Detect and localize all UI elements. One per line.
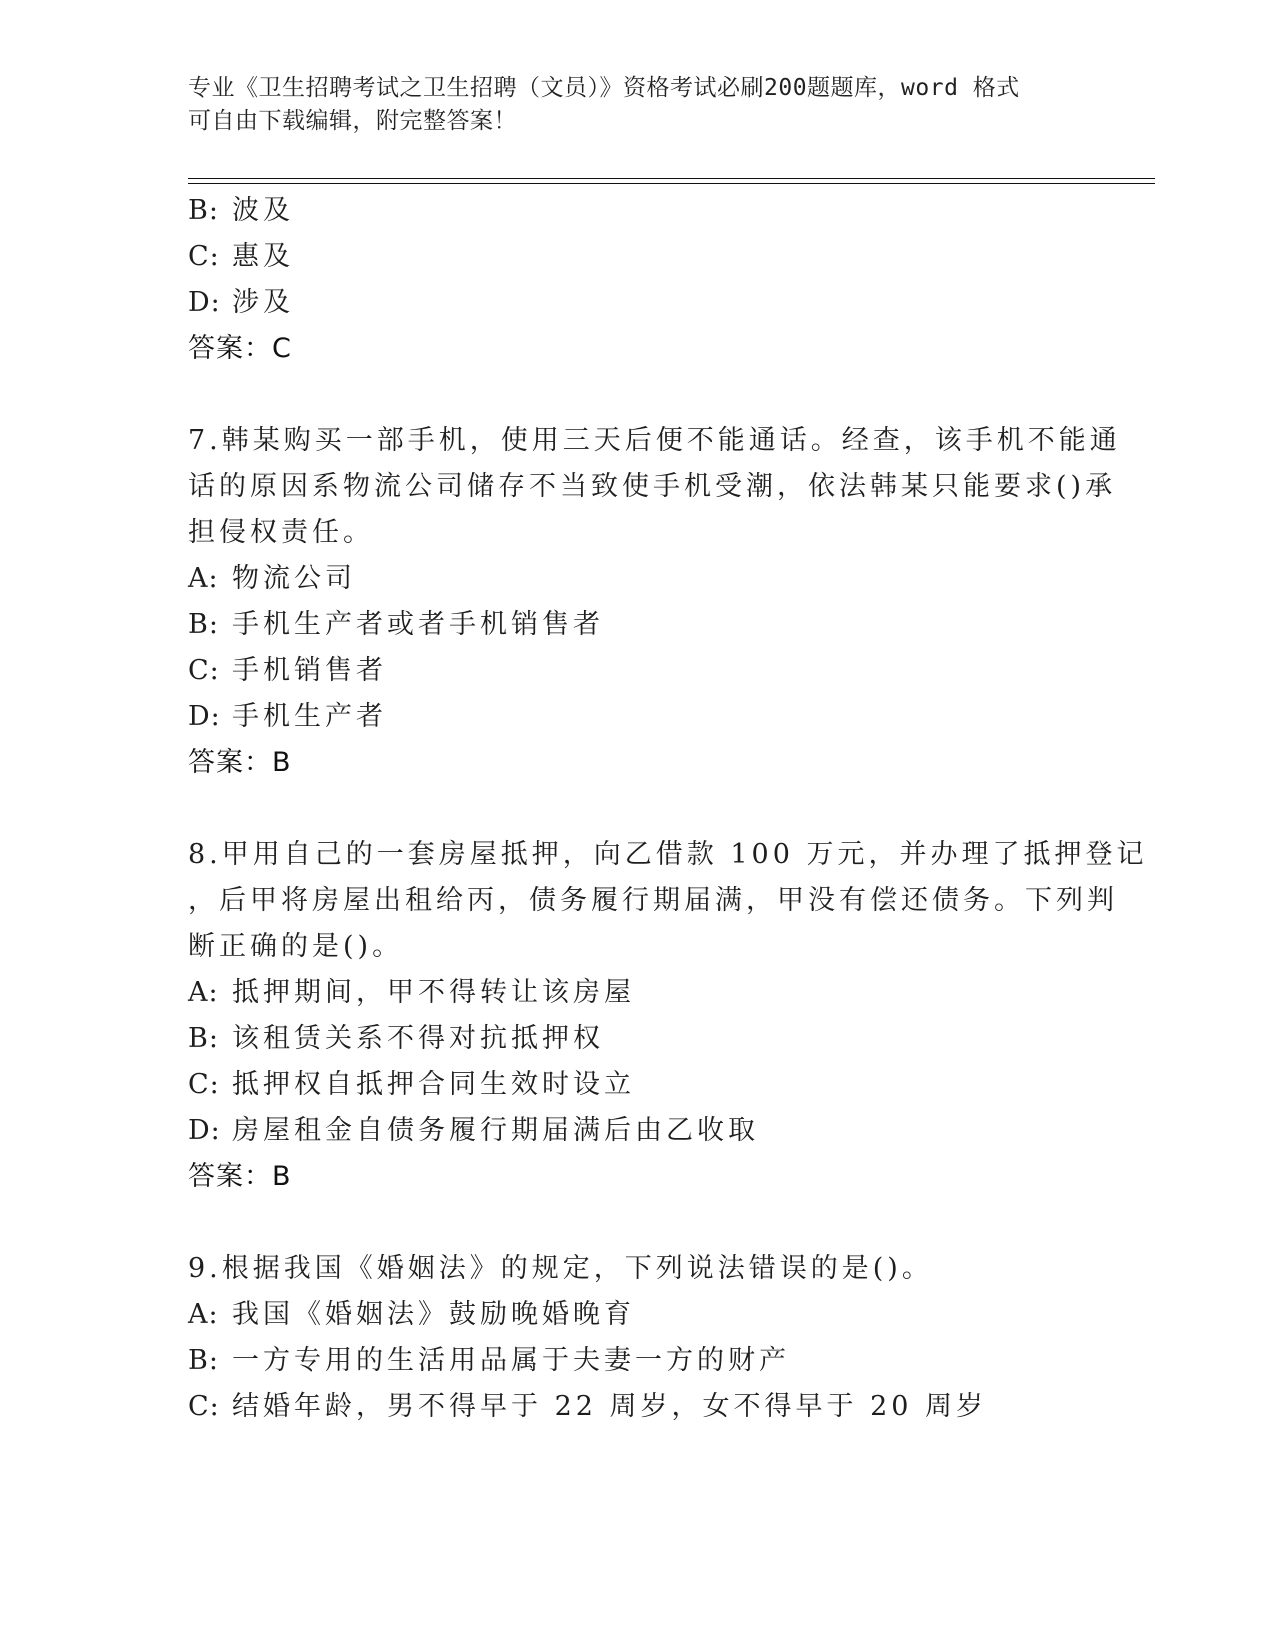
header-rule-top: [188, 178, 1155, 179]
header-line-1: 专业《卫生招聘考试之卫生招聘（文员）》资格考试必刷200题题库，word 格式: [188, 75, 1020, 101]
question-stem-line: 7.韩某购买一部手机，使用三天后便不能通话。经查，该手机不能通: [188, 425, 1121, 456]
option-c: [188, 1384, 1088, 1430]
option-text: 一方专用的生活用品属于夫妻一方的财产: [232, 1345, 790, 1376]
option-text: 结婚年龄，男不得早于 22 周岁，女不得早于 20 周岁: [232, 1391, 988, 1422]
option-text: 房屋租金自债务履行期届满后由乙收取: [232, 1115, 759, 1146]
option-text: 手机生产者: [232, 701, 387, 732]
option-a: [188, 1292, 1088, 1338]
question-9: [188, 1246, 1088, 1430]
option-d: [188, 1108, 1088, 1154]
option-b: [188, 188, 1088, 234]
question-content: [188, 188, 1148, 1430]
spacer: [188, 372, 1088, 418]
option-text: 抵押期间，甲不得转让该房屋: [232, 977, 635, 1008]
question-7: [188, 418, 1121, 786]
option-b: [188, 602, 1088, 648]
header-line-2: 可自由下载编辑，附完整答案！: [188, 108, 517, 134]
option-letter: B:: [188, 1023, 219, 1054]
option-text: 惠及: [232, 241, 294, 272]
option-text: 物流公司: [232, 563, 356, 594]
option-b: [188, 1338, 1088, 1384]
question-stem-line: 断正确的是()。: [188, 931, 404, 962]
option-c: [188, 648, 1088, 694]
option-c: [188, 234, 1088, 280]
option-letter: B:: [188, 609, 219, 640]
question-stem-line: 担侵权责任。: [188, 517, 374, 548]
spacer: [188, 1200, 1088, 1246]
option-letter: D:: [188, 1115, 221, 1146]
document-header: [188, 72, 1078, 138]
option-text: 涉及: [232, 287, 294, 318]
question-stem-line: 话的原因系物流公司储存不当致使手机受潮，依法韩某只能要求()承: [188, 471, 1117, 502]
question-8: [188, 832, 1148, 1200]
option-letter: A:: [188, 977, 219, 1008]
option-letter: D:: [188, 701, 221, 732]
option-text: 该租赁关系不得对抗抵押权: [232, 1023, 604, 1054]
question-stem-line: 9.根据我国《婚姻法》的规定，下列说法错误的是()。: [188, 1253, 933, 1284]
question-stem-line: ，后甲将房屋出租给丙，债务履行期届满，甲没有偿还债务。下列判: [188, 885, 1118, 916]
answer-line: 答案：B: [188, 747, 292, 778]
option-letter: B:: [188, 195, 219, 226]
option-text: 抵押权自抵押合同生效时设立: [232, 1069, 635, 1100]
header-rule-bottom: [188, 183, 1155, 184]
option-d: [188, 280, 1088, 326]
option-a: [188, 970, 1088, 1016]
option-b: [188, 1016, 1088, 1062]
option-letter: C:: [188, 1069, 220, 1100]
option-letter: C:: [188, 241, 220, 272]
prev-question-block: [188, 188, 1088, 372]
question-stem-line: 8.甲用自己的一套房屋抵押，向乙借款 100 万元，并办理了抵押登记: [188, 839, 1148, 870]
option-letter: D:: [188, 287, 221, 318]
option-text: 我国《婚姻法》鼓励晚婚晚育: [232, 1299, 635, 1330]
option-text: 波及: [232, 195, 294, 226]
option-text: 手机销售者: [232, 655, 387, 686]
option-letter: C:: [188, 655, 220, 686]
option-a: [188, 556, 1088, 602]
answer-line: 答案：B: [188, 1161, 292, 1192]
option-letter: C:: [188, 1391, 220, 1422]
option-letter: A:: [188, 1299, 219, 1330]
option-letter: A:: [188, 563, 219, 594]
option-c: [188, 1062, 1088, 1108]
answer-line: 答案：C: [188, 333, 292, 364]
option-d: [188, 694, 1088, 740]
option-text: 手机生产者或者手机销售者: [232, 609, 604, 640]
option-letter: B:: [188, 1345, 219, 1376]
spacer: [188, 786, 1088, 832]
